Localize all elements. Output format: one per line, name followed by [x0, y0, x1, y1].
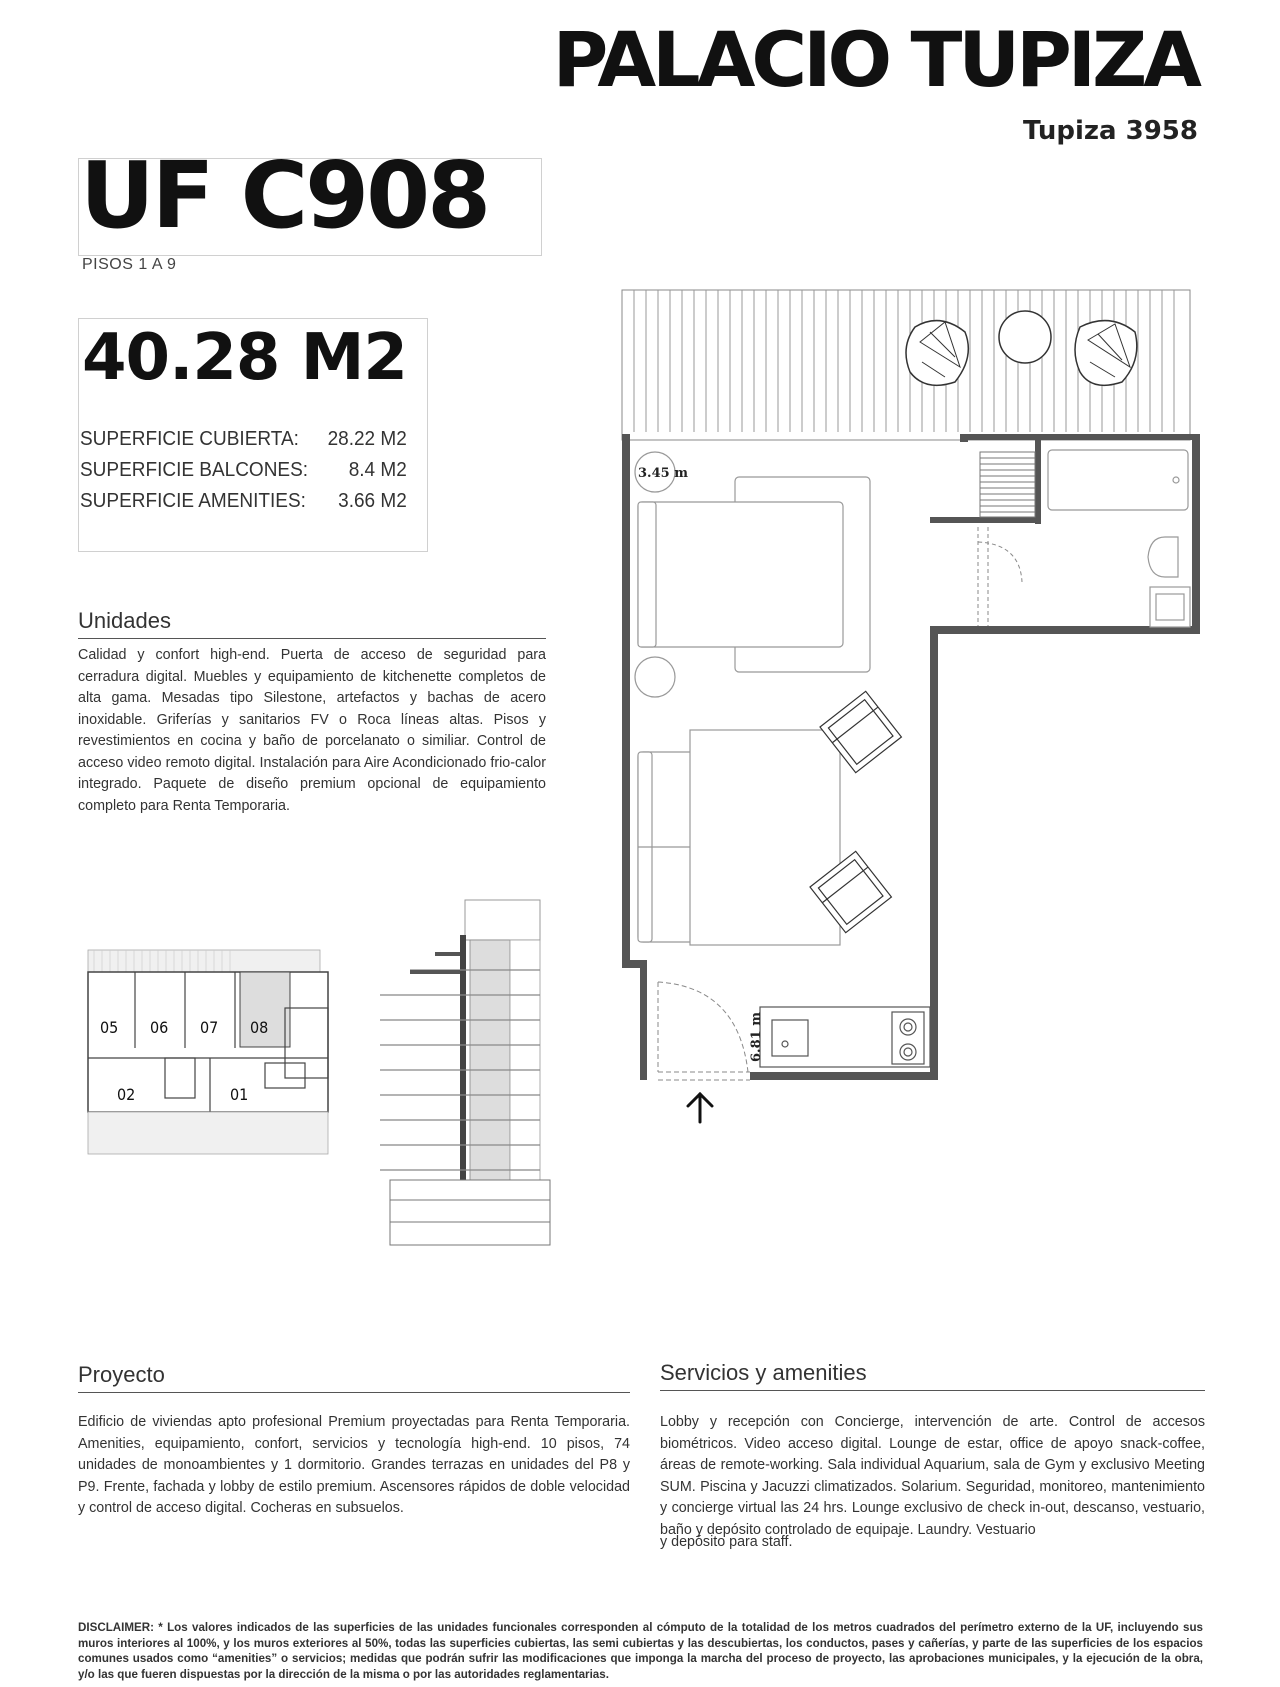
area-value: 28.22 M2 — [327, 428, 407, 450]
area-value: 8.4 M2 — [348, 459, 407, 481]
entry-door — [658, 982, 750, 1080]
proyecto-rule — [78, 1392, 630, 1393]
bathroom-sink — [1150, 587, 1190, 627]
area-value: 3.66 M2 — [338, 490, 407, 512]
servicios-text: Lobby y recepción con Concierge, intervención de arte. Control de accesos biométricos. Video acceso digital. Lounge de estar, office de apoyo snack-coffee, áreas de remote-working. Sala individual Aquarium, sala de Gym y exclusivo Meeting SUM. Piscina y Jacuzzi climatizados. Solarium. Seguridad, monitoreo, mantenimiento y concierge virtual las 24 hrs. Lounge exclusivo de check in-out, descanso, vestuario, baño y depósito controlado de equipaje. Laundry. Vestuario — [660, 1414, 1205, 1538]
unidades-title: Unidades — [78, 608, 171, 633]
bathroom-door — [978, 527, 1022, 626]
area-row — [80, 459, 407, 489]
keyplan-unit: 05 — [100, 1018, 119, 1037]
keyplan-unit: 08 — [250, 1018, 269, 1037]
proyecto-text: Edificio de viviendas apto profesional Premium proyectadas para Renta Temporaria. Amenities, equipamiento, confort, servicios y tecnología high-end. 10 pisos, 74 unidades de monoambientes y 1 dormitorio. Grandes terrazas en unidades del P8 y P9. Frente, fachada y lobby de estilo premium. Ascensores rápidos de doble velocidad y control de acceso digital. Cocheras en subsuelos. — [78, 1414, 630, 1516]
terrace-chair — [906, 321, 968, 386]
dimension-top: 3.45 m — [638, 466, 688, 481]
proyecto-title: Proyecto — [78, 1362, 165, 1387]
disclaimer — [78, 1620, 1203, 1682]
bathtub — [1048, 450, 1188, 510]
terrace-table — [999, 311, 1051, 363]
key-plan — [80, 948, 340, 1208]
unidades-text: Calidad y confort high-end. Puerta de acceso de seguridad para cerradura digital. Muebles y equipamiento de kitchenette completos de alta gama. Mesadas tipo Silestone, artefactos y bachas de acero inoxidable. Griferías y sanitarios FV o Roca líneas altas. Pisos y revestimientos en cocina y baño de porcelanato o similiar. Control de acceso video remoto digital. Instalación para Aire Acondicionado frio-calor integrado. Paquete de diseño premium opcional de equipamiento completo para Renta Temporaria. — [78, 647, 546, 814]
brand-title: PALACIO TUPIZA — [552, 15, 1198, 104]
toilet — [1148, 537, 1178, 577]
disclaimer-lead: DISCLAIMER: — [78, 1621, 154, 1634]
disclaimer-text: * Los valores indicados de las superficies de las unidades funcionales corresponden al cómputo de la totalidad de los metros cuadrados del perímetro externo de la UF, incluyendo sus muros interiores al 100%, y los muros exteriores al 50%, todas las superficies cubiertas, las semi cubiertas y las descubiertas, los conductos, pases y cañerías, y parte de las superficies de los espacios comunes usados como “amenities” o servicios; medidas que podrán sufrir las modificaciones que imponga la marcha del proceso de proyecto, las aprobaciones municipales, y la ejecución de la obra, y/o las que fueren dispuestas por la dirección de la misma o por las autoridades reglamentarias. — [78, 1621, 1203, 1681]
bed — [638, 477, 870, 672]
servicios-rule — [660, 1390, 1205, 1391]
floor-plan — [610, 282, 1210, 1202]
unidades-rule — [78, 638, 546, 639]
keyplan-unit: 02 — [117, 1085, 136, 1104]
area-row — [80, 490, 407, 520]
servicios-text-end: y depósito para staff. — [660, 1534, 793, 1550]
unit-title: UF C908 — [80, 142, 489, 249]
terrace-chair — [1075, 321, 1137, 386]
dimension-side: 6.81 m — [749, 1012, 764, 1062]
servicios-title: Servicios y amenities — [660, 1360, 867, 1385]
closet — [980, 452, 1035, 517]
unit-floors: PISOS 1 A 9 — [82, 256, 177, 273]
entry-arrow-icon — [688, 1094, 712, 1122]
keyplan-unit: 06 — [150, 1018, 169, 1037]
coffee-table — [690, 730, 840, 945]
keyplan-unit: 07 — [200, 1018, 219, 1037]
building-section — [375, 890, 575, 1250]
area-label: SUPERFICIE AMENITIES: — [80, 490, 306, 512]
total-area: 40.28 M2 — [82, 321, 407, 395]
area-label: SUPERFICIE BALCONES: — [80, 459, 309, 481]
nightstand — [635, 657, 675, 697]
area-label: SUPERFICIE CUBIERTA: — [80, 428, 299, 450]
address: Tupiza 3958 — [1022, 116, 1198, 146]
area-row — [80, 428, 407, 458]
kitchenette — [760, 1007, 930, 1067]
keyplan-unit: 01 — [230, 1085, 249, 1104]
